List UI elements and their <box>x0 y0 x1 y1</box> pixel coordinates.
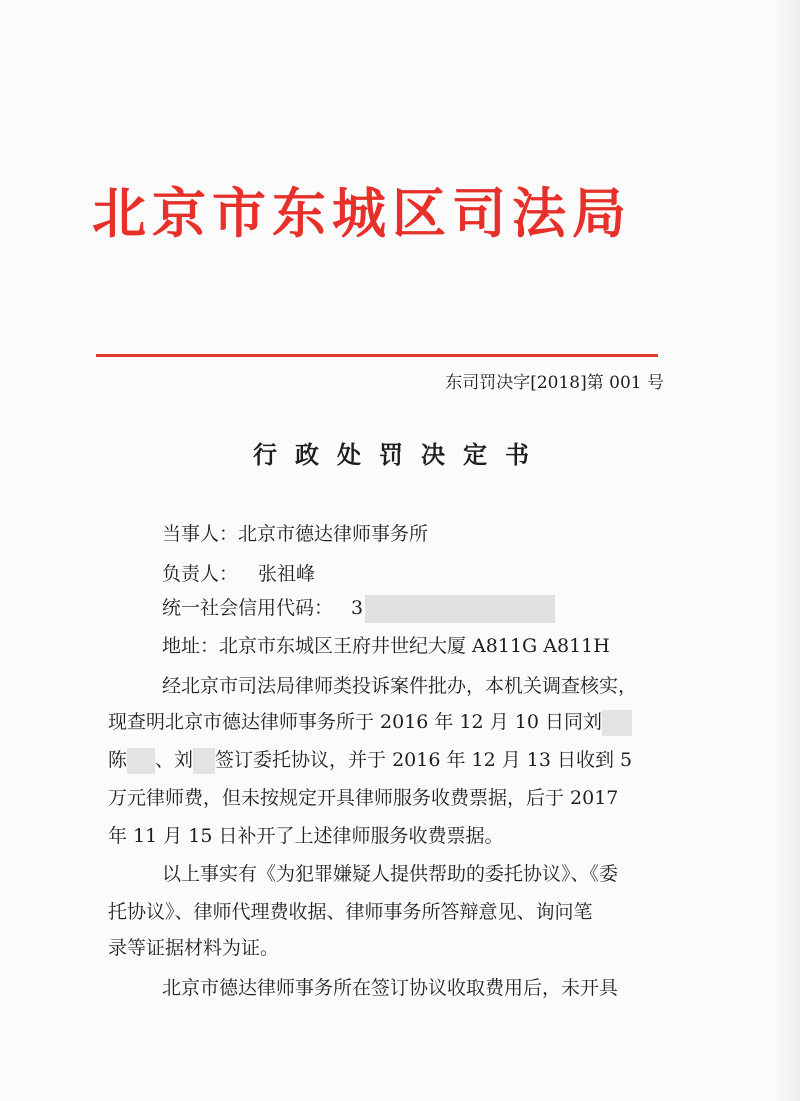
address-value: 北京市东城区王府井世纪大厦 A811G A811H <box>219 635 610 657</box>
name-redaction-2 <box>127 748 155 774</box>
paragraph-2-line-3: 录等证据材料为证。 <box>108 937 280 959</box>
responsible-label: 负责人： <box>162 563 239 585</box>
paragraph-2-line-1: 以上事实有《为犯罪嫌疑人提供帮助的委托协议》、《委 <box>162 863 619 885</box>
paragraph-1-line-4: 万元律师费，但未按规定开具律师服务收费票据，后于 2017 <box>108 787 619 809</box>
paragraph-1-line-2-text: 现查明北京市德达律师事务所于 2016 年 12 月 10 日同刘 <box>108 711 602 733</box>
paragraph-1-line-1: 经北京市司法局律师类投诉案件批办，本机关调查核实， <box>162 675 638 697</box>
paragraph-1-line-3-b: 、刘 <box>155 749 194 771</box>
address-label: 地址： <box>162 635 220 657</box>
document-title: 行政处罚决定书 <box>253 440 547 469</box>
credit-code-value: 3 <box>351 597 364 619</box>
agency-header: 北京市东城区司法局 <box>92 181 632 245</box>
responsible-field <box>162 560 315 588</box>
party-label: 当事人： <box>162 523 239 545</box>
paragraph-3-line-1: 北京市德达律师事务所在签订协议收取费用后，未开具 <box>162 977 619 999</box>
paragraph-1-line-3-a: 陈 <box>108 749 128 771</box>
name-redaction-3 <box>193 748 215 774</box>
credit-code-redaction <box>365 595 555 623</box>
red-divider-line <box>96 354 658 357</box>
credit-code-label: 统一社会信用代码： <box>162 597 334 619</box>
paragraph-1-line-5: 年 11 月 15 日补开了上述律师服务收费票据。 <box>108 825 504 847</box>
name-redaction-1 <box>602 710 632 736</box>
page-edge-shadow <box>772 0 800 1101</box>
address-field <box>162 632 610 660</box>
responsible-value: 张祖峰 <box>258 563 316 585</box>
credit-code-field <box>162 594 555 623</box>
paragraph-1-line-3 <box>108 746 664 774</box>
document-number: 东司罚决字[2018]第 001 号 <box>445 373 664 393</box>
paragraph-2-line-2: 托协议》、律师代理费收据、律师事务所答辩意见、询问笔 <box>108 901 593 923</box>
paragraph-1-line-3-c: 签订委托协议，并于 2016 年 12 月 13 日收到 5 <box>215 749 633 771</box>
party-field <box>162 520 428 548</box>
party-value: 北京市德达律师事务所 <box>238 523 429 545</box>
paragraph-1-line-2 <box>108 708 664 736</box>
